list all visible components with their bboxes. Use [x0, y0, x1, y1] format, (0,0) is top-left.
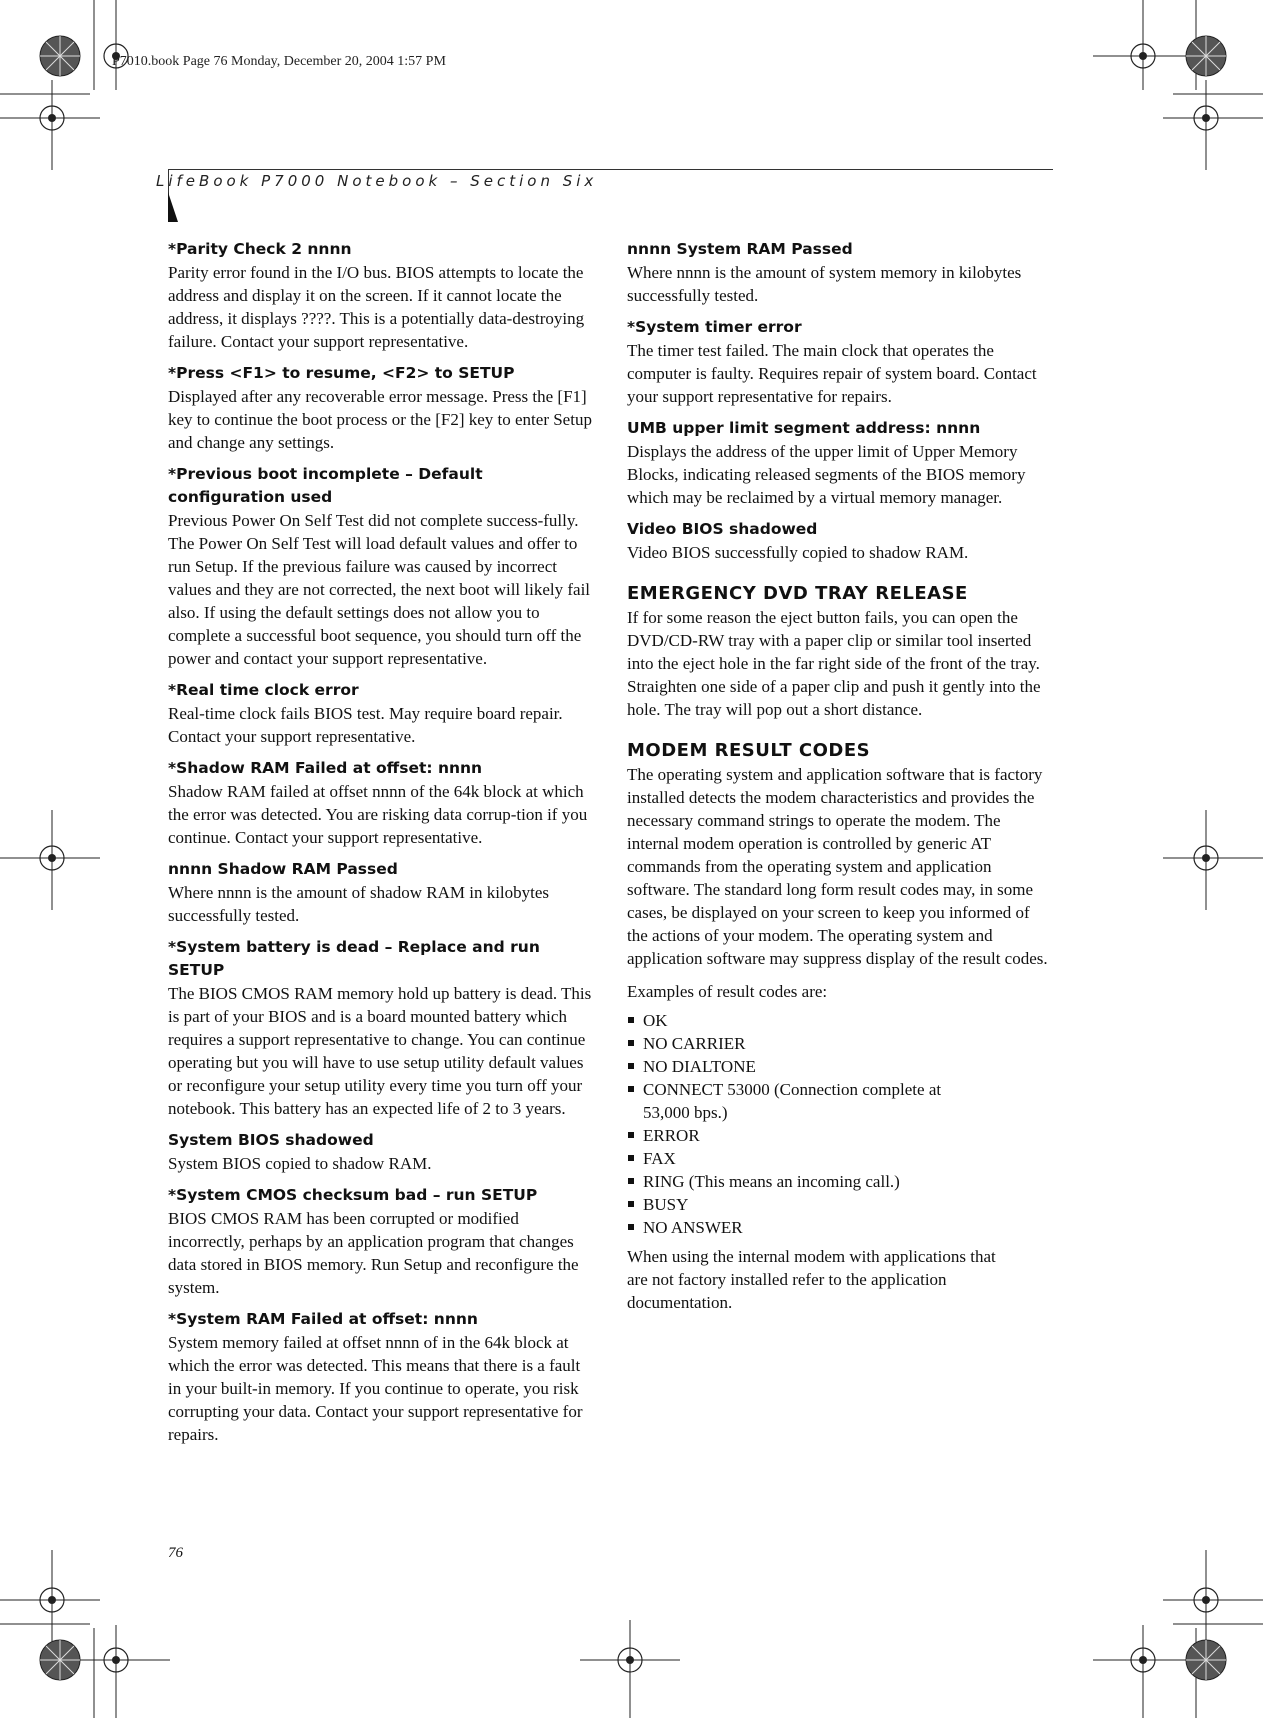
- bullet-square-icon: [628, 1155, 634, 1161]
- entry-body: System memory failed at offset nnnn of in the 64k block at which the error was detected. This means that there is a fault in your built-in memory. If you continue to operate, you risk corrupting your data. Contact your support representative for repairs.: [168, 1333, 583, 1444]
- entry-title: *Parity Check 2 nnnn: [168, 240, 352, 258]
- entry-title: nnnn Shadow RAM Passed: [168, 860, 398, 878]
- entry-body: Where nnnn is the amount of shadow RAM in kilobytes successfully tested.: [168, 883, 550, 925]
- entry-previous-boot: [168, 463, 593, 670]
- entry-system-ram-failed: [168, 1308, 593, 1446]
- bullet-square-icon: [628, 1132, 634, 1138]
- entry-body: Video BIOS successfully copied to shadow RAM.: [627, 543, 969, 562]
- dvd-section-body: If for some reason the eject button fails, you can open the DVD/CD-RW tray with a paper clip or similar tool inserted into the eject hole in the far right side of the front of the tray. Straighten one side of a paper clip and push it gently into the hole. The tray will pop out a short distance.: [627, 608, 1041, 719]
- entry-title: *System battery is dead – Replace and run SETUP: [168, 938, 540, 979]
- entry-title: *Shadow RAM Failed at offset: nnnn: [168, 759, 483, 777]
- list-item: NO ANSWER: [627, 1216, 1052, 1239]
- list-item: ERROR: [627, 1124, 1052, 1147]
- left-column: [168, 238, 593, 1455]
- running-head: LifeBook P7000 Notebook – Section Six: [156, 172, 598, 190]
- entry-title: *Press <F1> to resume, <F2> to SETUP: [168, 364, 515, 382]
- entry-body: System BIOS copied to shadow RAM.: [168, 1154, 432, 1173]
- entry-title: nnnn System RAM Passed: [627, 240, 853, 258]
- entry-shadow-ram-failed: [168, 757, 593, 849]
- list-item: CONNECT 53000 (Connection complete at 53,000 bps.): [627, 1078, 943, 1124]
- entry-body: BIOS CMOS RAM has been corrupted or modified incorrectly, perhaps by an application program that changes data stored in BIOS memory. Run Setup and reconfigure the system.: [168, 1209, 579, 1297]
- entry-system-timer: [627, 316, 1052, 408]
- entry-umb-limit: [627, 417, 1052, 509]
- list-item: BUSY: [627, 1193, 1052, 1216]
- modem-closing: When using the internal modem with applications that are not factory installed refer to the application documentation.: [627, 1247, 996, 1312]
- list-item: RING (This means an incoming call.): [627, 1170, 1052, 1193]
- modem-section-heading: MODEM RESULT CODES: [627, 740, 871, 761]
- entry-system-bios-shadowed: [168, 1129, 593, 1175]
- entry-cmos-checksum: [168, 1184, 593, 1299]
- right-column: [627, 238, 1052, 1314]
- entry-body: Parity error found in the I/O bus. BIOS attempts to locate the address and display it on the screen. If it cannot locate the address, it displays ????. This is a potentially data-destroying failure. Contact your support representative.: [168, 263, 585, 351]
- bullet-square-icon: [628, 1178, 634, 1184]
- section-tab-mark: [168, 192, 178, 222]
- header-rule: [168, 169, 1053, 170]
- bullet-square-icon: [628, 1086, 634, 1092]
- entry-body: Displayed after any recoverable error message. Press the [F1] key to continue the boot process or the [F2] key to enter Setup and change any settings.: [168, 387, 592, 452]
- modem-section-body: The operating system and application software that is factory installed detects the modem characteristics and provides the necessary command strings to operate the modem. The internal modem operation is controlled by generic AT commands from the operating system and application software. The standard long form result codes may, in some cases, be displayed on your screen to keep you informed of the actions of your modem. The operating system and application software may suppress display of the result codes.: [627, 765, 1048, 968]
- entry-title: *System CMOS checksum bad – run SETUP: [168, 1186, 538, 1204]
- entry-body: The timer test failed. The main clock that operates the computer is faulty. Requires repair of system board. Contact your support representative for repairs.: [627, 341, 1037, 406]
- entry-title: UMB upper limit segment address: nnnn: [627, 419, 981, 437]
- entry-system-ram-passed: [627, 238, 1052, 307]
- entry-real-time-clock: [168, 679, 593, 748]
- entry-shadow-ram-passed: [168, 858, 593, 927]
- examples-intro: Examples of result codes are:: [627, 982, 828, 1001]
- dvd-section-heading: EMERGENCY DVD TRAY RELEASE: [627, 583, 968, 604]
- bullet-square-icon: [628, 1040, 634, 1046]
- entry-video-bios: [627, 518, 1052, 564]
- result-codes-list: [627, 1009, 1052, 1239]
- entry-battery-dead: [168, 936, 593, 1120]
- entry-parity-check: [168, 238, 593, 353]
- list-item: OK: [627, 1009, 1052, 1032]
- list-item: NO DIALTONE: [627, 1055, 1052, 1078]
- entry-title: *System timer error: [627, 318, 802, 336]
- bullet-square-icon: [628, 1201, 634, 1207]
- bullet-square-icon: [628, 1017, 634, 1023]
- print-slug: P7010.book Page 76 Monday, December 20, 2004 1:57 PM: [112, 54, 446, 69]
- entry-press-f1: [168, 362, 593, 454]
- list-item: FAX: [627, 1147, 1052, 1170]
- entry-body: Shadow RAM failed at offset nnnn of the 64k block at which the error was detected. You are risking data corrup-tion if you continue. Contact your support representative.: [168, 782, 588, 847]
- bullet-square-icon: [628, 1063, 634, 1069]
- list-item: NO CARRIER: [627, 1032, 1052, 1055]
- bullet-square-icon: [628, 1224, 634, 1230]
- entry-title: *Real time clock error: [168, 681, 359, 699]
- entry-body: Where nnnn is the amount of system memory in kilobytes successfully tested.: [627, 263, 1022, 305]
- entry-title: System BIOS shadowed: [168, 1131, 374, 1149]
- entry-title: *Previous boot incomplete – Default configuration used: [168, 465, 483, 506]
- entry-title: Video BIOS shadowed: [627, 520, 818, 538]
- entry-title: *System RAM Failed at offset: nnnn: [168, 1310, 478, 1328]
- entry-body: Real-time clock fails BIOS test. May require board repair. Contact your support representative.: [168, 704, 563, 746]
- entry-body: The BIOS CMOS RAM memory hold up battery is dead. This is part of your BIOS and is a board mounted battery which requires a support representative to change. You can continue operating but you will have to use setup utility default values or reconfigure your setup utility every time you turn off your notebook. This battery has an expected life of 2 to 3 years.: [168, 984, 592, 1118]
- entry-body: Previous Power On Self Test did not complete success-fully. The Power On Self Test will load default values and offer to run Setup. If the previous failure was caused by incorrect values and they are not corrected, the next boot will likely fail also. If using the default settings does not allow you to complete a successful boot sequence, you should turn off the power and contact your support representative.: [168, 511, 591, 668]
- page-number: 76: [168, 1545, 183, 1561]
- entry-body: Displays the address of the upper limit of Upper Memory Blocks, indicating released segments of the BIOS memory which may be reclaimed by a virtual memory manager.: [627, 442, 1026, 507]
